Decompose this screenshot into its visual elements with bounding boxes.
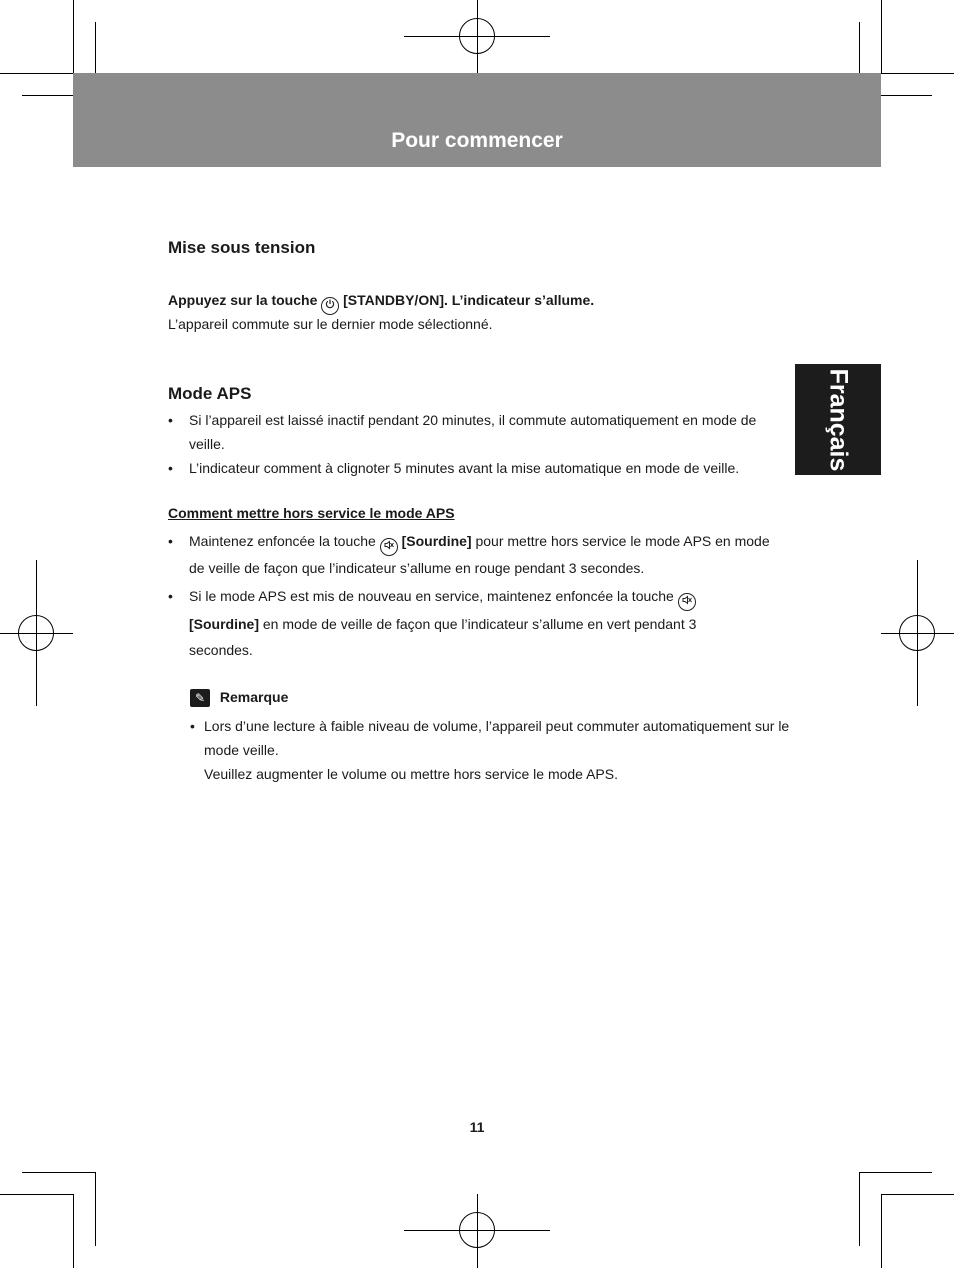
- note-header: [190, 689, 288, 707]
- page-number: 11: [469, 1119, 485, 1135]
- section-heading-disable-aps: Comment mettre hors service le mode APS: [168, 505, 455, 521]
- power-instruction: [168, 288, 594, 315]
- section-heading-power-on: Mise sous tension: [168, 238, 316, 257]
- language-tab-label: Français: [824, 368, 853, 471]
- note-line-1: Lors d’une lecture à faible niveau de volume, l’appareil peut commuter automatiquement sur le mode veille.: [204, 718, 790, 758]
- mute-key-label: [Sourdine]: [401, 533, 472, 549]
- mute-icon: [678, 593, 696, 611]
- page-title: Pour commencer: [391, 129, 563, 152]
- mute-key-label: [Sourdine]: [189, 616, 259, 632]
- power-instruction-post: [STANDBY/ON]. L’indicateur s’allume.: [343, 292, 595, 308]
- power-result-text: L’appareil commute sur le dernier mode sélectionné.: [168, 316, 493, 332]
- power-instruction-pre: Appuyez sur la touche: [168, 292, 318, 308]
- section-heading-aps: Mode APS: [168, 384, 252, 403]
- note-line-2: Veuillez augmenter le volume ou mettre hors service le mode APS.: [204, 766, 618, 782]
- mute-icon: [380, 538, 398, 556]
- note-title: Remarque: [219, 689, 289, 705]
- header-band: [73, 73, 881, 167]
- pencil-icon: ✎: [190, 689, 210, 707]
